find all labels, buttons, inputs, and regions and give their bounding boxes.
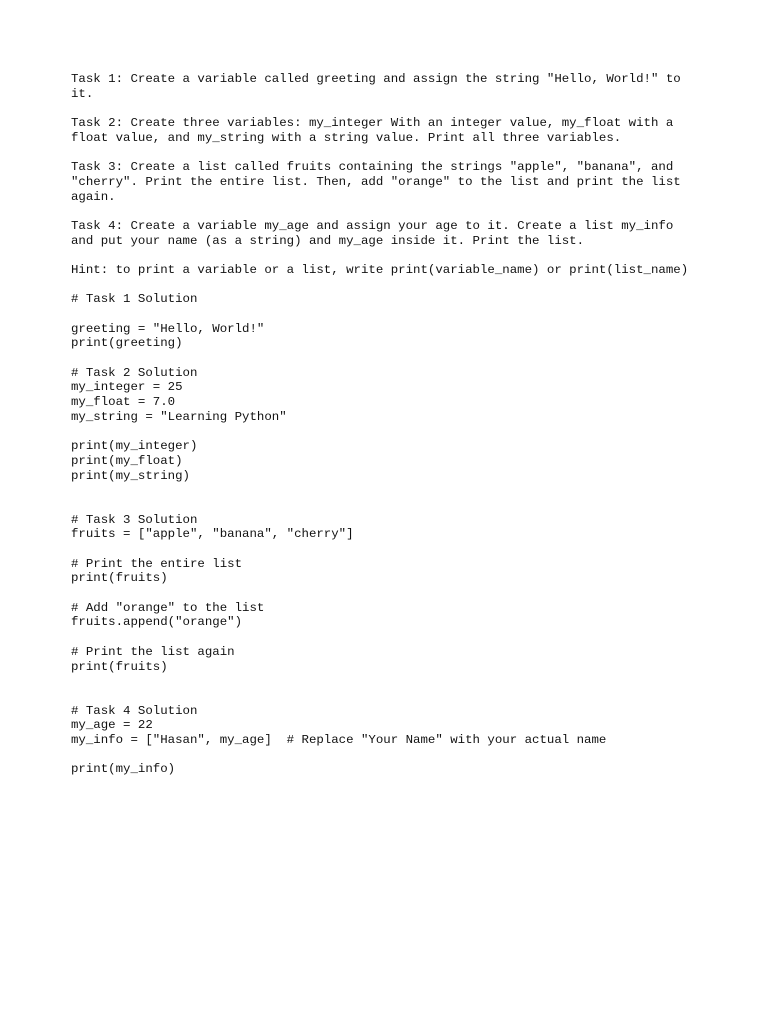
text-line: Task 1: Create a variable called greeting and assign the string "Hello, World!" to — [71, 72, 681, 86]
code-line: my_integer = 25 — [71, 380, 183, 395]
code-line: print(fruits) — [71, 659, 168, 674]
code-line: fruits.append("orange") — [71, 615, 243, 630]
code-line: my_float = 7.0 — [71, 395, 176, 410]
document-page — [71, 72, 711, 777]
solution-1-header: # Task 1 Solution — [71, 292, 198, 307]
text-line: Task 2: Create three variables: my_integer With an integer value, my_float with a — [71, 116, 674, 131]
code-line: print(my_string) — [71, 468, 190, 483]
code-comment: # Add "orange" to the list — [71, 600, 265, 615]
code-comment: # Print the list again — [71, 644, 235, 659]
code-line: my_info = ["Hasan", my_age] # Replace "Your Name" with your actual name — [71, 732, 607, 747]
code-line: print(my_info) — [71, 762, 176, 777]
text-line: float value, and my_string with a string value. Print all three variables. — [71, 130, 622, 145]
text-line: again. — [71, 189, 116, 204]
text-line: "cherry". Print the entire list. Then, add "orange" to the list and print the list — [71, 174, 681, 189]
code-comment: # Print the entire list — [71, 556, 243, 571]
task-4 — [71, 219, 711, 248]
task-2 — [71, 116, 711, 145]
task-3 — [71, 160, 711, 204]
text-line: it. — [71, 86, 94, 101]
code-line: print(fruits) — [71, 571, 168, 586]
code-line: print(my_float) — [71, 453, 183, 468]
hint-line: Hint: to print a variable or a list, write print(variable_name) or print(list_name) — [71, 262, 689, 277]
code-line: print(my_integer) — [71, 439, 198, 454]
text-line: Task 4: Create a variable my_age and assign your age to it. Create a list my_info — [71, 218, 674, 233]
code-line: my_age = 22 — [71, 718, 153, 733]
solution-4-header: # Task 4 Solution — [71, 703, 198, 718]
text-line: Task 3: Create a list called fruits containing the strings "apple", "banana", and — [71, 160, 674, 175]
code-line: fruits = ["apple", "banana", "cherry"] — [71, 527, 354, 542]
solution-2-header: # Task 2 Solution — [71, 365, 198, 380]
task-1 — [71, 72, 711, 101]
code-line: greeting = "Hello, World!" — [71, 321, 265, 336]
code-line: my_string = "Learning Python" — [71, 409, 287, 424]
code-line: print(greeting) — [71, 336, 183, 351]
text-line: and put your name (as a string) and my_age inside it. Print the list. — [71, 233, 585, 248]
solution-3-header: # Task 3 Solution — [71, 512, 198, 527]
